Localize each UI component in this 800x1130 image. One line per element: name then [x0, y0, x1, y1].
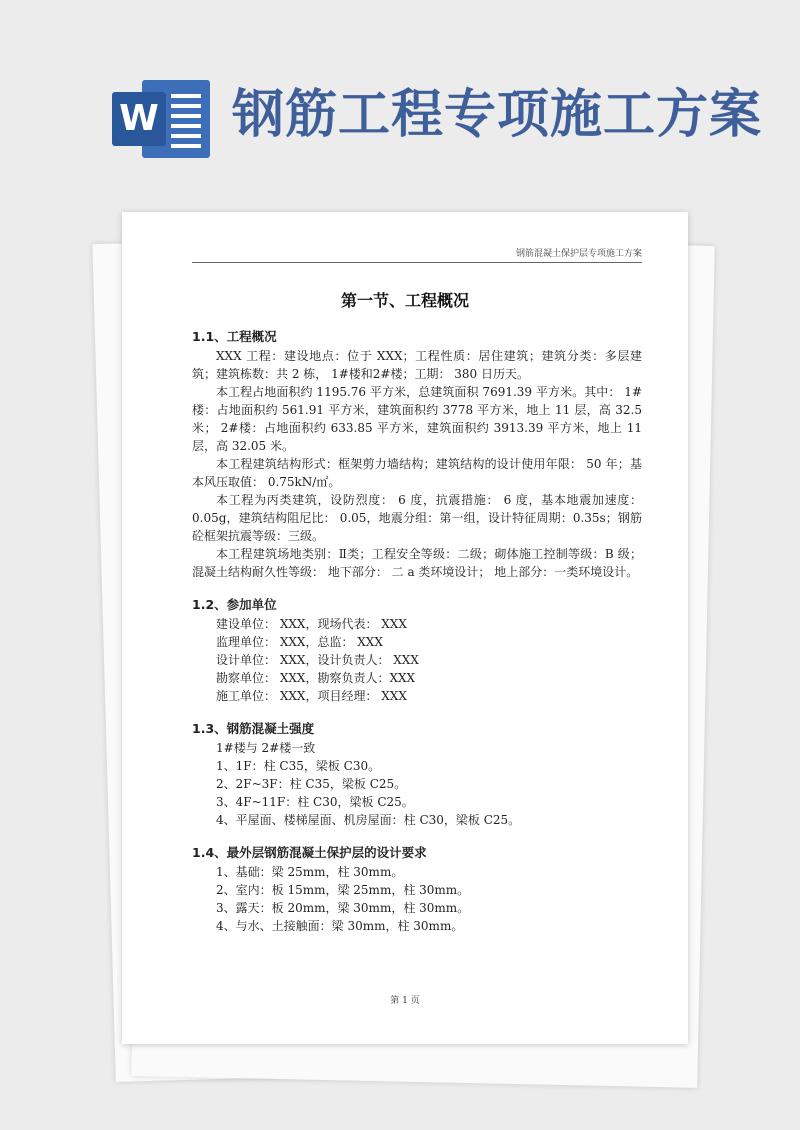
list-item: 2、2F~3F：柱 C35，梁板 C25。 [216, 777, 407, 791]
page-header: 钢筋混凝土保护层专项施工方案 [515, 249, 642, 259]
heading-1-2: 1.2、参加单位 [192, 597, 277, 612]
list-item: 3、露天：板 20mm，梁 30mm，柱 30mm。 [216, 901, 470, 915]
list-item: 监理单位： XXX，总监： XXX [216, 635, 383, 649]
list-item: 1#楼与 2#楼一致 [216, 741, 316, 755]
banner [0, 0, 800, 200]
paragraph: 本工程为丙类建筑，设防烈度： 6 度，抗震措施： 6 度，基本地震加速度： 0.05g，建筑结构阻尼比： 0.05，地震分组：第一组，设计特征周期：0.35s；钢筋砼框架抗震等级：三级。 [192, 493, 642, 543]
word-icon [112, 80, 210, 158]
header-divider [192, 262, 642, 263]
heading-1-4: 1.4、最外层钢筋混凝土保护层的设计要求 [192, 845, 427, 860]
list-item: 设计单位： XXX，设计负责人： XXX [216, 653, 419, 667]
paragraph: 本工程建筑场地类别：Ⅱ类；工程安全等级：二级；砌体施工控制等级：B 级； 混凝土结构耐久性等级： 地下部分： 二 a 类环境设计； 地上部分：一类环境设计。 [192, 547, 642, 579]
list-item: 3、4F~11F：柱 C30，梁板 C25。 [216, 795, 414, 809]
list-item: 建设单位： XXX，现场代表： XXX [216, 617, 407, 631]
list-item: 4、与水、土接触面：梁 30mm，柱 30mm。 [216, 919, 464, 933]
heading-1-3: 1.3、钢筋混凝土强度 [192, 721, 315, 736]
paragraph: XXX 工程：建设地点：位于 XXX；工程性质：居住建筑；建筑分类：多层建筑；建筑栋数：共 2 栋， 1#楼和2#楼；工期： 380 日历天。 [192, 349, 642, 381]
document-page [122, 212, 688, 1044]
banner-title: 钢筋工程专项施工方案 [232, 85, 763, 145]
list-item: 1、1F：柱 C35，梁板 C30。 [216, 759, 381, 773]
page-number: 第 1 页 [390, 996, 420, 1006]
word-icon-letter: W [112, 92, 166, 146]
section-title: 第一节、工程概况 [340, 291, 469, 310]
list-item: 勘察单位： XXX，勘察负责人：XXX [216, 671, 416, 685]
heading-1-1: 1.1、工程概况 [192, 329, 277, 344]
list-item: 4、平屋面、楼梯屋面、机房屋面：柱 C30，梁板 C25。 [216, 813, 521, 827]
page-body [192, 327, 642, 935]
list-item: 施工单位： XXX，项目经理： XXX [216, 689, 407, 703]
paragraph: 本工程建筑结构形式：框架剪力墙结构；建筑结构的设计使用年限： 50 年；基本风压取值： 0.75kN/㎡。 [192, 457, 642, 489]
list-item: 1、基础：梁 25mm，柱 30mm。 [216, 865, 404, 879]
paragraph: 本工程占地面积约 1195.76 平方米，总建筑面积 7691.39 平方米。其中： 1#楼：占地面积约 561.91 平方米，建筑面积约 3778 平方米，地上 11 层，高 32.5 米； 2#楼：占地面积约 633.85 平方米，建筑面积约 3913.39 平方米，地上 11 层，高 32.05 米。 [192, 385, 642, 453]
list-item: 2、室内：板 15mm，梁 25mm，柱 30mm。 [216, 883, 470, 897]
